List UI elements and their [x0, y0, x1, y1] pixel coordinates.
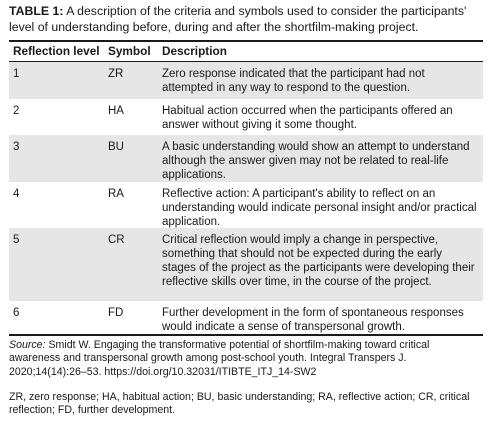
table-caption: [9, 3, 483, 35]
row-level: 2: [13, 105, 20, 117]
row-symbol: RA: [108, 188, 124, 200]
source-note: [9, 339, 483, 379]
row-level: 3: [13, 141, 20, 153]
source-text: Smidt W. Engaging the transformative potential of shortfilm-making toward critical awareness and transpersonal growth among post-school youth. Integral Transpers J. 2020;14(14):26–53. https://doi.org/10.32031/ITIBTE_ITJ_14-SW2: [9, 339, 430, 378]
row-level: 1: [13, 68, 20, 80]
table-header: [9, 40, 483, 62]
table-row: [9, 228, 483, 301]
table-row: [9, 182, 483, 228]
header-description: Description: [162, 44, 227, 58]
row-description: Reflective action: A participant's ability to reflect on an understanding would indicate personal insight and/or practical application.: [162, 188, 477, 228]
row-level: 4: [13, 188, 20, 200]
row-symbol: ZR: [108, 68, 124, 80]
row-description: Zero response indicated that the participant had not attempted in any way to respond to the question.: [162, 68, 425, 94]
table-row: [9, 301, 483, 334]
row-description: A basic understanding would show an attempt to understand although the answer given may not be related to real-life applications.: [162, 141, 470, 181]
row-description: Habitual action occurred when the participants offered an answer without giving it some thought.: [162, 105, 453, 131]
bottom-rule: [9, 334, 483, 336]
row-description: Further development in the form of spontaneous responses would indicate a sense of transpersonal growth.: [162, 307, 464, 333]
abbreviations-note: ZR, zero response; HA, habitual action; BU, basic understanding; RA, reflective action; CR, critical reflection; FD, further development.: [9, 391, 470, 417]
row-symbol: BU: [108, 141, 124, 153]
header-reflection-level: Reflection level: [13, 44, 100, 58]
table-row: [9, 99, 483, 135]
row-level: 6: [13, 307, 20, 319]
source-label: Source:: [9, 339, 46, 351]
row-level: 5: [13, 234, 20, 246]
row-symbol: CR: [108, 234, 125, 246]
table-row: [9, 135, 483, 182]
row-description: Critical reflection would imply a change in perspective, something that should not be expected during the early stages of the project as the participants were developing their reflective skills over time, in the course of the project.: [162, 234, 475, 288]
caption-text: A description of the criteria and symbols used to consider the participants' level of understanding before, during and after the shortfilm-making project.: [9, 4, 467, 34]
row-symbol: HA: [108, 105, 124, 117]
row-symbol: FD: [108, 307, 124, 319]
table-row: [9, 62, 483, 99]
caption-label: TABLE 1:: [9, 4, 64, 18]
header-symbol: Symbol: [108, 44, 151, 58]
